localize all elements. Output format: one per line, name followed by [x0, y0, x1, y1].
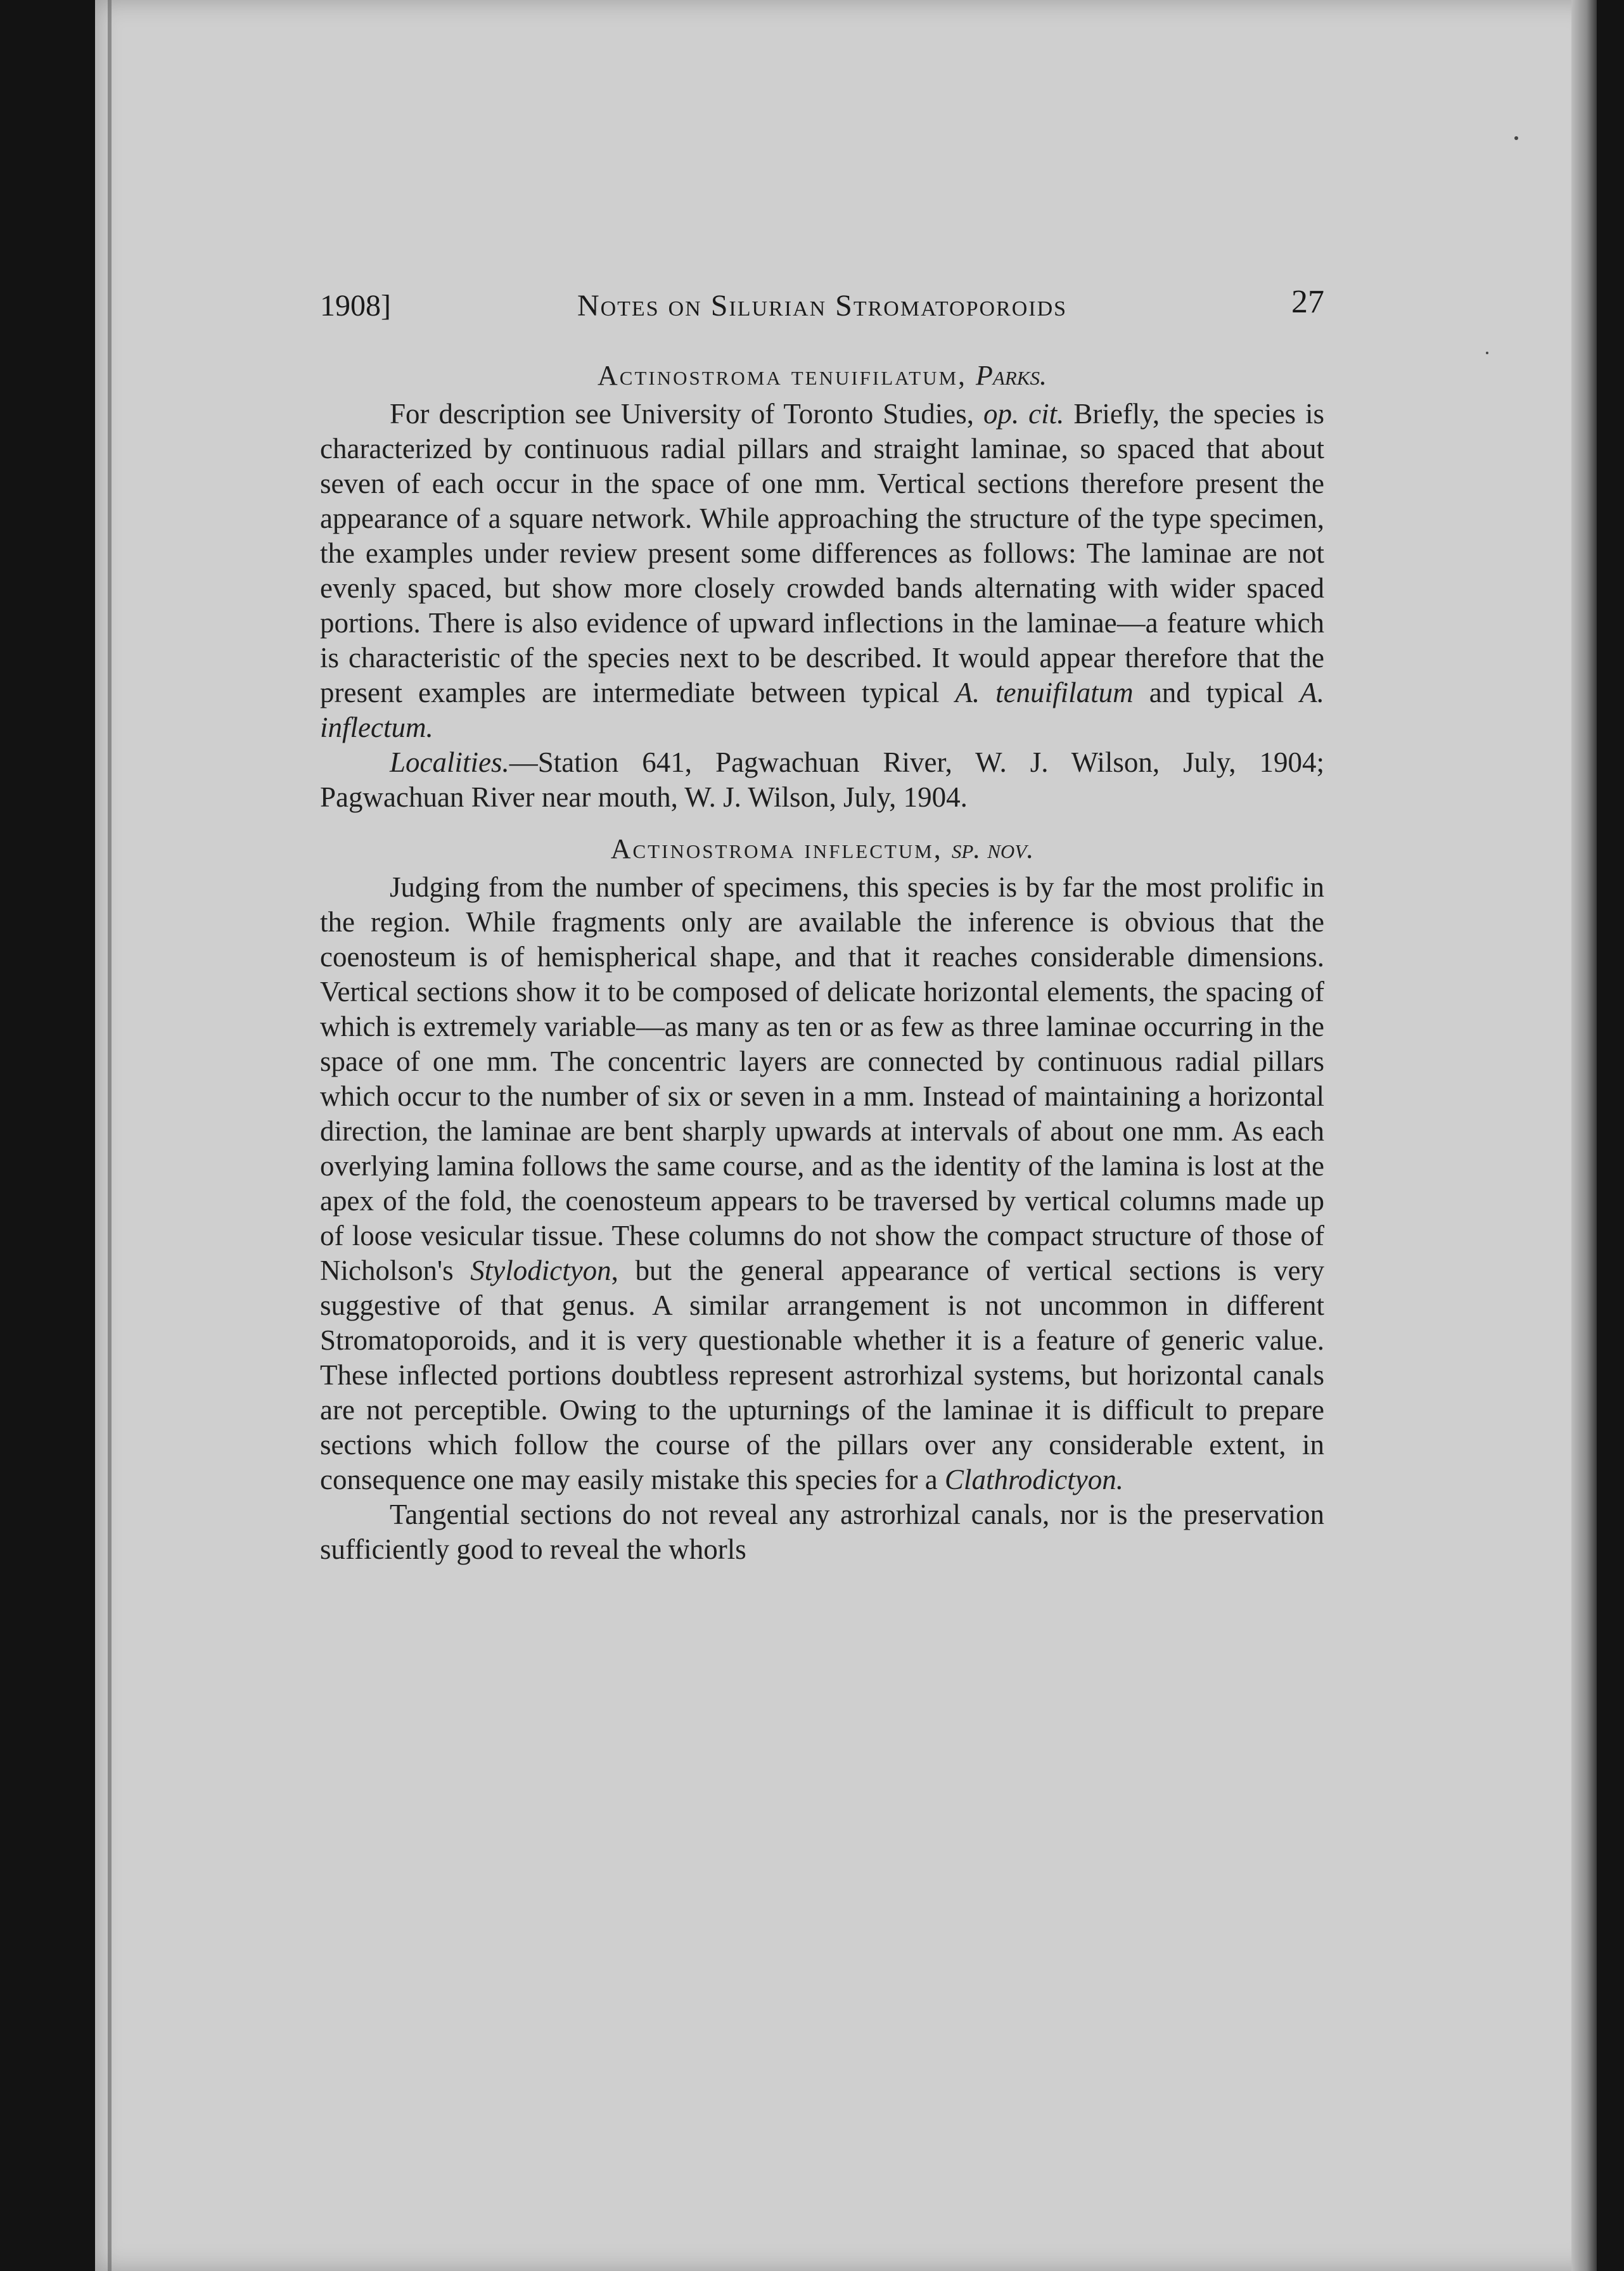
species-heading-tenuifilatum — [320, 358, 1324, 393]
species-heading-inflectum — [320, 831, 1324, 866]
speck — [1514, 136, 1518, 140]
genus-ref: Clathrodictyon. — [944, 1464, 1123, 1495]
page-number: 27 — [1291, 284, 1324, 320]
localities-label: Localities. — [390, 746, 509, 778]
text-run: Judging from the number of specimens, this species is by far the most prolific in the region. While fragments only are available the inference is obvious that the coenosteum is of hemispherical shape, and that it reaches considerable dimensions. Vertical sections show it to be composed of delicate horizontal elements, the spacing of which is extremely variable—as many as ten or as few as three laminae occurring in the space of one mm. The concentric layers are connected by continuous radial pillars which occur to the number of six or seven in a mm. Instead of maintaining a horizontal direction, the laminae are bent sharply upwards at intervals of about one mm. As each overlying lamina follows the same course, and as the identity of the lamina is lost at the apex of the fold, the coenosteum appears to be traversed by vertical columns made up of loose vesicular tissue. These columns do not show the compact structure of those of Nicholson's — [320, 871, 1324, 1286]
genus-ref: Stylodictyon — [470, 1255, 611, 1286]
species-author: Parks. — [976, 360, 1047, 391]
text-run: For description see University of Toronto Studies, — [390, 398, 983, 430]
species-ref: A. inflectum. — [320, 677, 1324, 743]
speck — [1486, 352, 1488, 354]
text-run: , but the general appearance of vertical sections is very suggestive of that genus. A similar arrangement is not uncommon in different Stromatoporoids, and it is very questionable whether it is a feature of generic value. These inflected portions doubtless represent astrorhizal systems, but horizontal canals are not perceptible. Owing to the upturnings of the laminae it is difficult to prepare sections which follow the course of the pillars over any considerable extent, in consequence one may easily mistake this species for a — [320, 1255, 1325, 1495]
text-run: Briefly, the species is characterized by continuous radial pillars and straight laminae, so spaced that about seven of each occur in the space of one mm. Vertical sections therefore present the appearance of a square network. While approaching the structure of the type specimen, the examples under review present some differences as follows: The laminae are not evenly spaced, but show more closely crowded bands alternating with wider spaced portions. There is also evidence of upward inflections in the laminae—a feature which is characteristic of the species next to be described. It would appear therefore that the present examples are intermediate between typical — [320, 398, 1325, 708]
text-run: and typical — [1133, 677, 1300, 708]
localities-paragraph — [320, 745, 1324, 815]
running-header — [320, 284, 1324, 339]
species-ref: A. tenuifilatum — [955, 677, 1134, 708]
species-name: Actinostroma tenuifilatum, — [598, 360, 968, 391]
citation: op. cit. — [983, 398, 1065, 430]
header-year: 1908] — [320, 289, 391, 323]
description-paragraph — [320, 397, 1324, 745]
species-name: Actinostroma inflectum, — [610, 833, 943, 864]
localities-text: —Station 641, Pagwachuan River, W. J. Wilson, July, 1904; Pagwachuan River near mouth, W. J. Wilson, July, 1904. — [320, 746, 1324, 813]
running-title: Notes on Silurian Stromatoporoids — [577, 289, 1068, 323]
page-edge — [1571, 0, 1597, 2271]
description-paragraph — [320, 870, 1324, 1497]
tangential-paragraph: Tangential sections do not reveal any astrorhizal canals, nor is the preservation sufficiently good to reveal the whorls — [320, 1499, 1324, 1565]
page-gutter — [108, 0, 112, 2271]
species-author: sp. nov. — [951, 833, 1034, 864]
main-text — [320, 358, 1324, 1567]
